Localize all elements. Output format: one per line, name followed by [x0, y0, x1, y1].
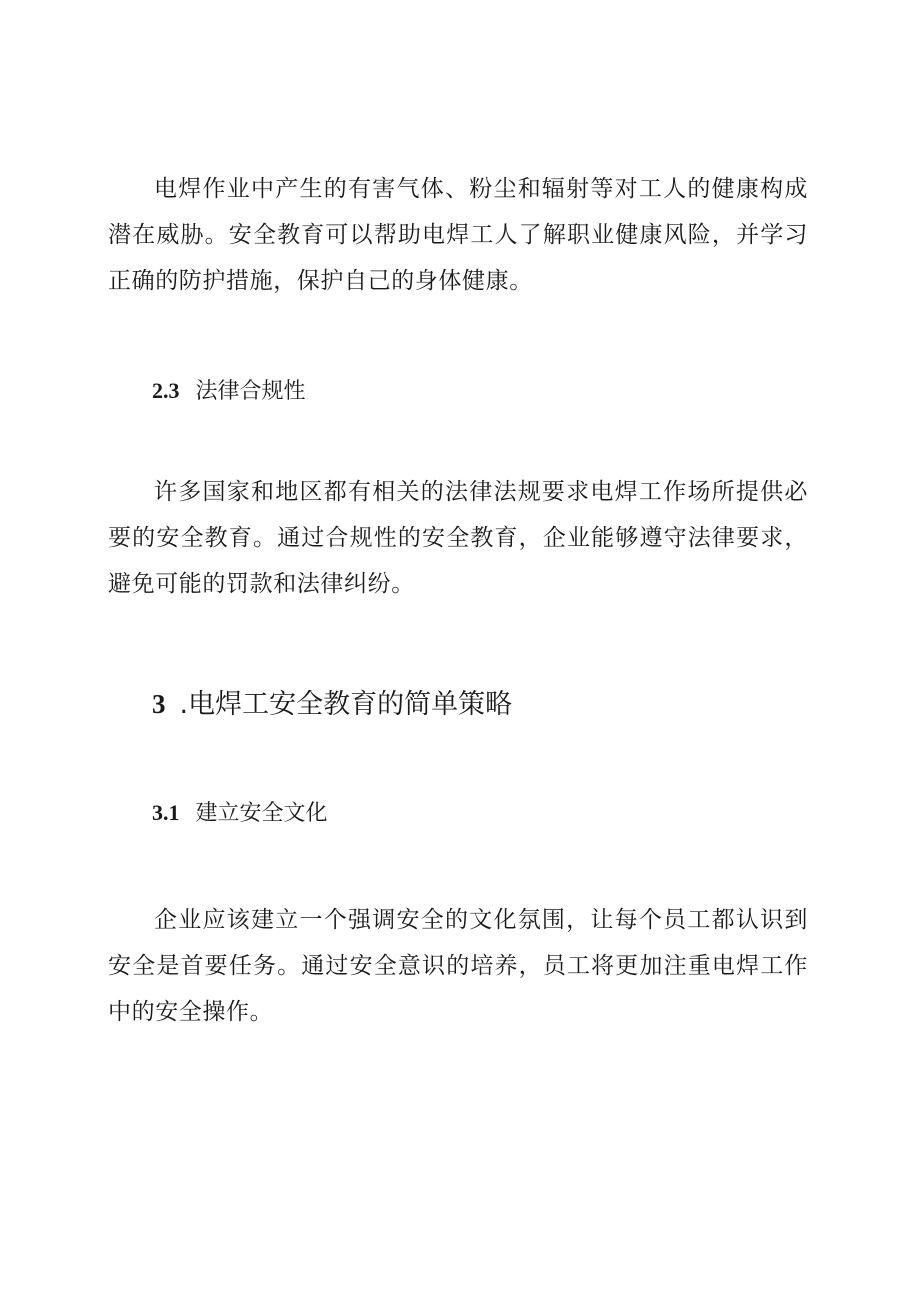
subheading-title: 法律合规性 [195, 379, 306, 404]
paragraph-health-risk: 电焊作业中产生的有害气体、粉尘和辐射等对工人的健康构成潜在威胁。安全教育可以帮助电焊工人了解职业健康风险，并学习正确的防护措施，保护自己的身体健康。 [108, 176, 808, 294]
subheading-number: 3.1 [152, 800, 180, 825]
section-title: .电焊工安全教育的简单策略 [179, 689, 513, 720]
paragraph-safety-culture: 企业应该建立一个强调安全的文化氛围，让每个员工都认识到安全是首要任务。通过安全意识的培养，员工将更加注重电焊工作中的安全操作。 [108, 907, 808, 1025]
paragraph-legal-compliance: 许多国家和地区都有相关的法律法规要求电焊工作场所提供必要的安全教育。通过合规性的安全教育，企业能够遵守法律要求，避免可能的罚款和法律纠纷。 [108, 479, 808, 597]
subheading-number: 2.3 [152, 378, 180, 403]
subheading-2-3 [152, 376, 306, 407]
section-heading-3 [152, 686, 512, 723]
subheading-3-1 [152, 798, 328, 829]
section-number: 3 [152, 689, 166, 719]
subheading-title: 建立安全文化 [195, 801, 328, 826]
